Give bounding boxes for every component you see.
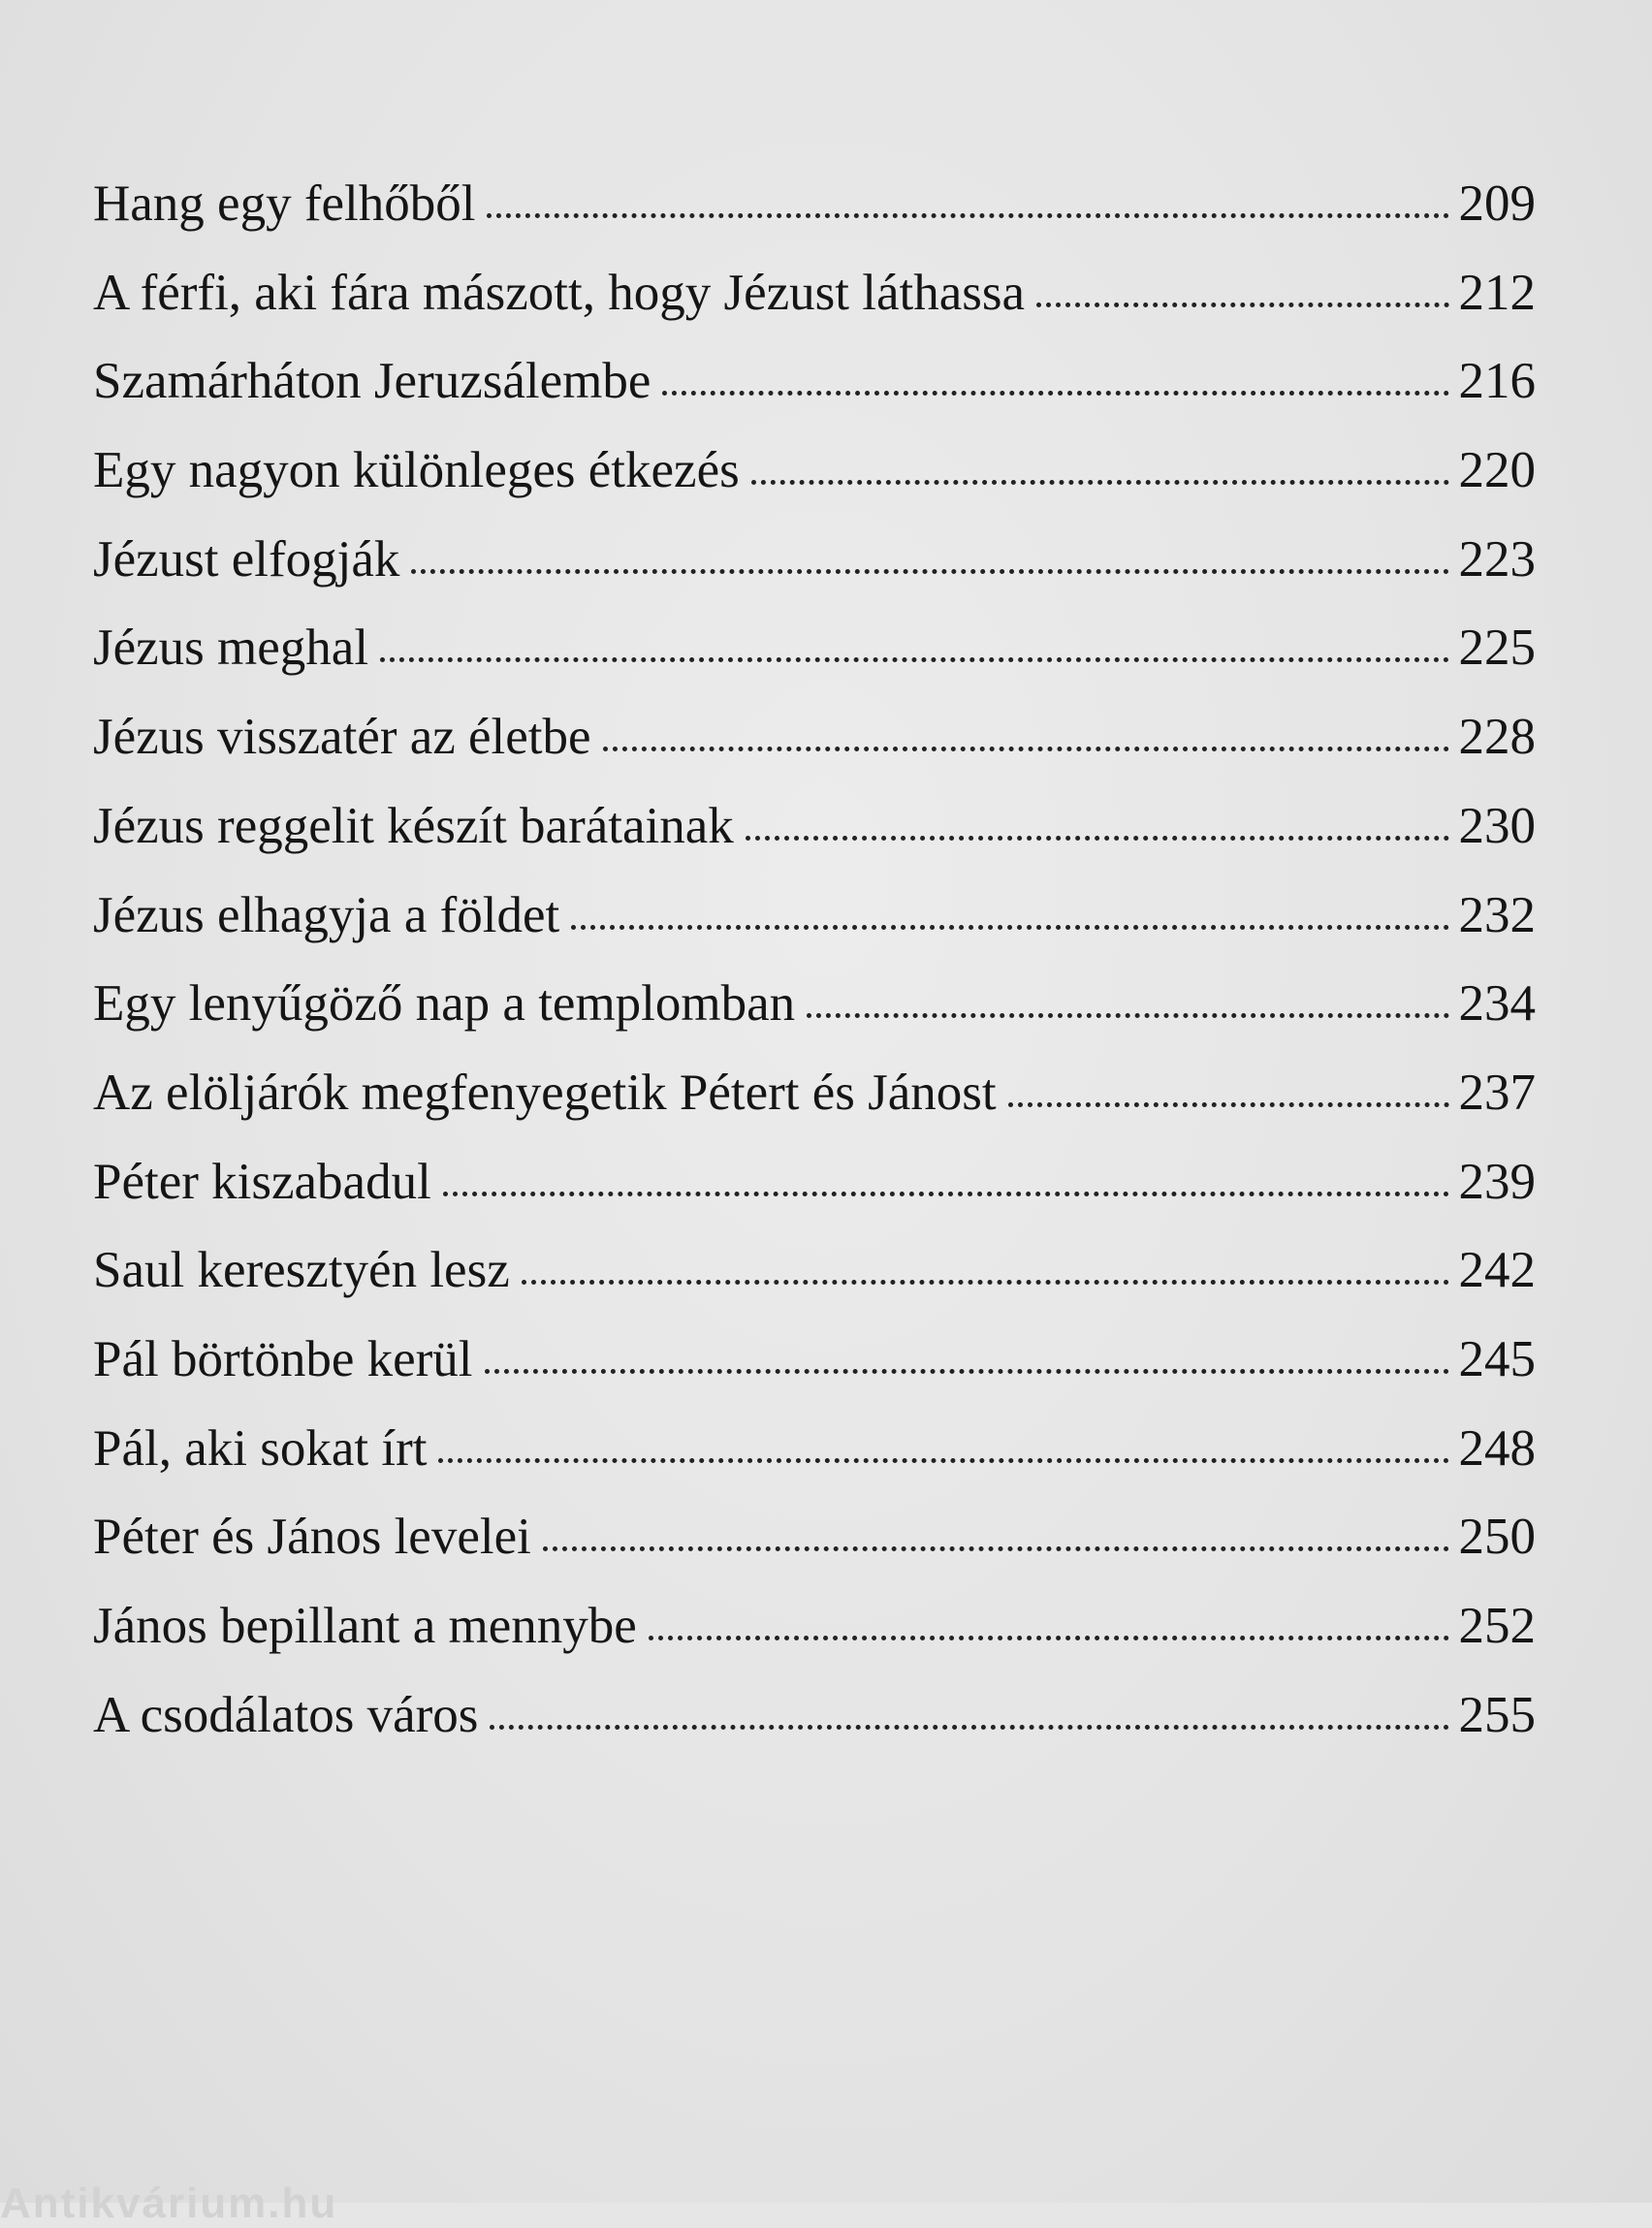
- watermark: Antikvárium.hu: [0, 2180, 338, 2227]
- toc-entry-page: 242: [1458, 1242, 1536, 1299]
- toc-entry: [93, 1241, 1536, 1330]
- toc-entry: [93, 619, 1536, 708]
- toc-entry-title: Pál, aki sokat írt: [93, 1419, 428, 1477]
- toc-entry-title: Péter és János levelei: [93, 1509, 531, 1566]
- toc-entry-title: Saul keresztyén lesz: [93, 1242, 510, 1299]
- toc-entry-title: Egy lenyűgöző nap a templomban: [93, 975, 796, 1033]
- toc-dot-leader: [543, 1546, 1449, 1551]
- toc-dot-leader: [746, 836, 1449, 841]
- toc-entry-page: 225: [1458, 620, 1536, 677]
- toc-dot-leader: [571, 925, 1448, 930]
- toc-entry: [93, 797, 1536, 886]
- toc-dot-leader: [603, 747, 1449, 751]
- toc-entry-page: 228: [1458, 709, 1536, 766]
- toc-entry-title: János bepillant a mennybe: [93, 1598, 637, 1654]
- toc-entry-title: Jézus reggelit készít barátainak: [93, 797, 734, 854]
- toc-entry-page: 212: [1458, 264, 1536, 321]
- toc-entry-title: Péter kiszabadul: [93, 1153, 431, 1210]
- toc-entry: [93, 1508, 1536, 1597]
- toc-entry-title: Az elöljárók megfenyegetik Pétert és Jánost: [93, 1064, 997, 1121]
- toc-entry-title: Pál börtönbe kerül: [93, 1330, 473, 1387]
- toc-dot-leader: [485, 1369, 1449, 1374]
- toc-entry-title: Szamárháton Jeruzsálembe: [93, 353, 651, 410]
- toc-entry: [93, 708, 1536, 797]
- toc-entry-title: Egy nagyon különleges étkezés: [93, 442, 740, 499]
- toc-entry-page: 220: [1458, 442, 1536, 499]
- toc-entry-page: 239: [1458, 1153, 1536, 1210]
- toc-entry: [93, 1330, 1536, 1419]
- toc-entry-page: 216: [1458, 353, 1536, 410]
- toc-entry: [93, 264, 1536, 353]
- toc-entry: [93, 530, 1536, 620]
- toc-entry: [93, 175, 1536, 264]
- toc-entry: [93, 1597, 1536, 1686]
- toc-dot-leader: [380, 657, 1448, 662]
- toc-dot-leader: [807, 1013, 1448, 1018]
- toc-entry-page: 234: [1458, 975, 1536, 1033]
- toc-dot-leader: [438, 1458, 1448, 1463]
- toc-entry-title: Hang egy felhőből: [93, 175, 476, 232]
- toc-entry-page: 248: [1458, 1419, 1536, 1477]
- toc-entry: [93, 1686, 1536, 1775]
- toc-entry-title: A csodálatos város: [93, 1686, 479, 1743]
- toc-dot-leader: [751, 480, 1449, 485]
- toc-dot-leader: [490, 1725, 1448, 1730]
- toc-entry-title: Jézus meghal: [93, 620, 369, 677]
- toc-dot-leader: [487, 213, 1448, 218]
- toc-entry-page: 245: [1458, 1330, 1536, 1387]
- toc-entry: [93, 441, 1536, 530]
- toc-entry-page: 250: [1458, 1509, 1536, 1566]
- toc-entry: [93, 1419, 1536, 1509]
- toc-dot-leader: [411, 569, 1448, 574]
- toc-dot-leader: [443, 1192, 1449, 1196]
- toc-dot-leader: [662, 391, 1448, 396]
- toc-entry-title: Jézus elhagyja a földet: [93, 886, 560, 943]
- toc-entry-page: 252: [1458, 1598, 1536, 1654]
- toc-entry: [93, 352, 1536, 441]
- toc-dot-leader: [522, 1280, 1449, 1285]
- toc-entry: [93, 886, 1536, 975]
- toc-entry: [93, 974, 1536, 1064]
- toc-entry-page: 209: [1458, 175, 1536, 232]
- toc-entry-page: 255: [1458, 1686, 1536, 1743]
- toc-entry-title: A férfi, aki fára mászott, hogy Jézust láthassa: [93, 264, 1026, 321]
- toc-entry-page: 237: [1458, 1064, 1536, 1121]
- table-of-contents: [93, 175, 1536, 1774]
- toc-entry-page: 230: [1458, 797, 1536, 854]
- toc-entry-page: 232: [1458, 886, 1536, 943]
- toc-dot-leader: [1036, 302, 1448, 307]
- toc-entry: [93, 1064, 1536, 1153]
- toc-entry: [93, 1153, 1536, 1242]
- toc-entry-page: 223: [1458, 530, 1536, 588]
- toc-entry-title: Jézus visszatér az életbe: [93, 709, 591, 766]
- toc-dot-leader: [649, 1636, 1449, 1640]
- toc-dot-leader: [1008, 1102, 1449, 1107]
- toc-entry-title: Jézust elfogják: [93, 530, 400, 588]
